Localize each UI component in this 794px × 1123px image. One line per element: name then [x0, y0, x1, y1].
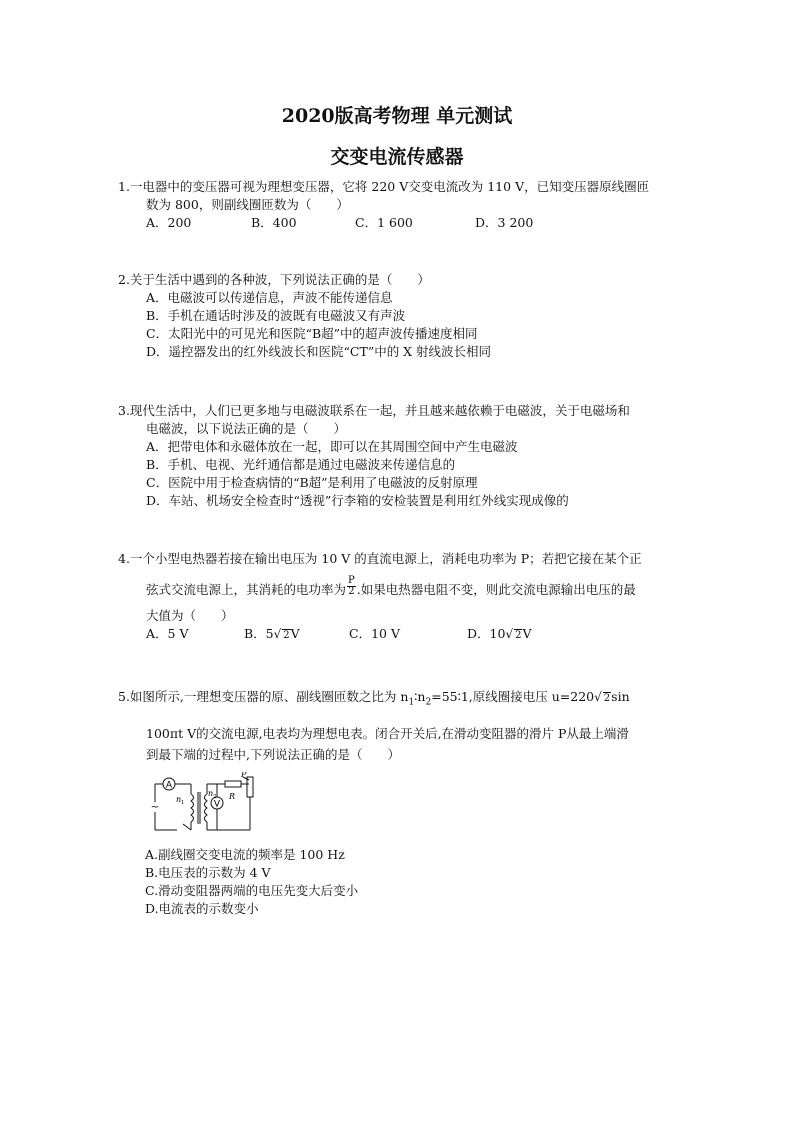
question-4-option-a: A．5 V: [146, 626, 189, 641]
question-3-option-a: A．把带电体和永磁体放在一起，即可以在其周围空间中产生电磁波: [146, 439, 518, 454]
page-title: 2020版高考物理 单元测试: [281, 105, 513, 127]
resistor-label: R: [229, 792, 236, 801]
question-5-option-b: B.电压表的示数为 4 V: [145, 865, 271, 880]
q5-sub-1: 1: [408, 697, 415, 708]
question-5: [118, 688, 708, 764]
question-1-line-1: 1.一电器中的变压器可视为理想变压器，它将 220 V交变电流改为 110 V，已知变压器原线圈匝: [118, 179, 650, 194]
question-5-line-2: 100πt V的交流电源,电表均为理想电表。闭合开关后,在滑动变阻器的滑片 P从最上端滑: [146, 725, 629, 741]
n2-label: n: [208, 789, 214, 798]
question-4-line-2-tail: .如果电热器电阻不变，则此交流电源输出电压的最: [356, 582, 636, 597]
question-1-option-c: C．1 600: [355, 215, 413, 230]
question-3-line-2: 电磁波，以下说法正确的是（ ）: [146, 421, 347, 436]
option-d-radicand: 2: [515, 630, 522, 641]
question-3-option-c: C．医院中用于检查病情的“B超”是利用了电磁波的反射原理: [146, 475, 478, 490]
question-1-option-d: D．3 200: [475, 215, 534, 230]
option-d-unit: V: [522, 626, 532, 641]
fraction-denominator: 2: [348, 586, 355, 597]
question-5-option-d: D.电流表的示数变小: [145, 901, 259, 916]
option-b-radicand: 2: [283, 630, 290, 641]
question-4-line-2: [118, 575, 708, 601]
question-2-line-1: 2.关于生活中遇到的各种波，下列说法正确的是（ ）: [118, 272, 430, 287]
q5-text-c: =55∶1,原线圈接电压 u=220: [431, 689, 595, 704]
question-1-line-2: 数为 800，则副线圈匝数为（ ）: [146, 197, 349, 212]
question-3-option-d: D．车站、机场安全检查时“透视”行李箱的安检装置是利用红外线实现成像的: [146, 493, 569, 508]
question-5-line-1: [118, 688, 708, 712]
question-5-option-c: C.滑动变阻器两端的电压先变大后变小: [145, 883, 359, 898]
question-3: [118, 402, 708, 510]
option-b-unit: V: [290, 626, 300, 641]
q5-sub-2: 2: [425, 697, 432, 708]
ammeter-label: A: [165, 780, 173, 791]
ac-source-icon: ~: [150, 802, 160, 813]
question-2: [118, 271, 708, 361]
radical-sign: √: [273, 627, 282, 641]
question-1-option-b: B．400: [251, 215, 297, 230]
question-1: [118, 178, 708, 232]
question-4-options: [118, 625, 708, 643]
option-b-coef: B．5: [244, 626, 274, 641]
question-2-option-d: D．遥控器发出的红外线波长和医院“CT”中的 X 射线波长相同: [146, 344, 492, 359]
q5-text-d: sin: [611, 689, 630, 704]
question-4: [118, 550, 708, 643]
n1-subscript: 1: [181, 800, 185, 806]
option-d-coef: D．10: [467, 626, 506, 641]
question-4-line-2-text: 弦式交流电源上，其消耗的电功率为: [146, 582, 347, 597]
n1-label: n: [176, 795, 182, 804]
circuit-diagram: [145, 772, 265, 836]
question-2-option-c: C．太阳光中的可见光和医院“B超”中的超声波传播速度相同: [146, 326, 478, 341]
question-4-line-3: 大值为（ ）: [146, 608, 234, 623]
question-5-option-a: A.副线圈交变电流的频率是 100 Hz: [145, 847, 345, 862]
question-1-option-a: A．200: [146, 215, 192, 230]
n2-subscript: 2: [213, 794, 217, 800]
voltmeter-label: V: [213, 799, 221, 810]
question-5-options: [145, 846, 735, 918]
question-4-option-c: C．10 V: [349, 626, 400, 641]
page-subtitle: 交变电流传感器: [330, 146, 464, 168]
slider-label: P: [241, 772, 247, 779]
q5-text-b: ∶n: [414, 689, 426, 704]
question-3-option-b: B．手机、电视、光纤通信都是通过电磁波来传递信息的: [146, 457, 456, 472]
question-2-option-b: B．手机在通话时涉及的波既有电磁波又有声波: [146, 308, 406, 323]
radical-sign: √: [594, 690, 602, 704]
question-4-line-1: 4.一个小型电热器若接在输出电压为 10 V 的直流电源上，消耗电功率为 P；若把它接在某个正: [118, 551, 642, 566]
question-2-option-a: A．电磁波可以传递信息，声波不能传递信息: [146, 290, 393, 305]
q5-text-a: 5.如图所示,一理想变压器的原、副线圈匝数之比为 n: [118, 689, 409, 704]
fraction-numerator: P: [348, 575, 355, 586]
question-3-line-1: 3.现代生活中，人们已更多地与电磁波联系在一起，并且越来越依赖于电磁波，关于电磁场和: [118, 403, 630, 418]
question-4-option-d: [467, 625, 532, 643]
radical-sign: √: [505, 627, 514, 641]
question-4-option-b: [244, 625, 349, 643]
question-1-options: [118, 214, 708, 232]
question-5-line-3: 到最下端的过程中,下列说法正确的是（ ）: [146, 746, 400, 762]
power-fraction: [347, 576, 356, 597]
q5-radicand: 2: [603, 693, 611, 704]
